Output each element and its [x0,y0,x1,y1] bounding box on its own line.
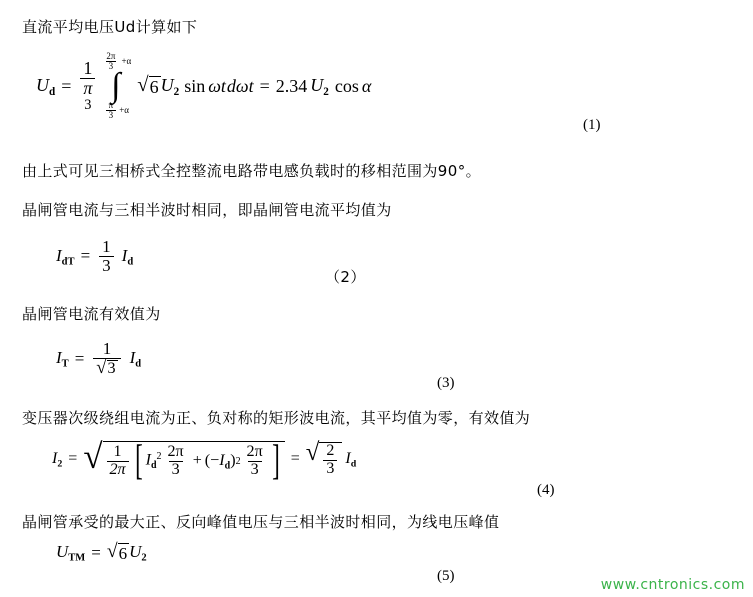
equation-1-sqrt: √ 6 [137,73,159,97]
equation-1-result-angle: α [361,75,372,96]
equation-number-1: (1) [583,117,601,133]
paragraph-intro-text: 直流平均电压Ud计算如下 [22,18,198,36]
equation-5 [56,542,147,564]
equation-3-fraction: 1 √ 3 [93,340,120,378]
sqrt-sign: √ [137,73,149,96]
equation-4-outer-fraction: $\frac{1}{2\pi}$ [107,444,129,479]
equation-2 [56,238,133,275]
equation-5-lhs: $U_{TM}$ [56,542,86,564]
integral-lower-limit: $\frac{\pi}{3}$ +α [103,101,129,121]
paragraph-transformer-secondary: 变压器次级绕组电流为正、负对称的矩形波电流，其平均值为零，有效值为 [22,409,531,427]
equation-number-5: (5) [437,568,455,584]
equation-4-lhs: $I_2$ [52,449,63,470]
integral-upper-limit: $\frac{2\pi}{3}$ +α [106,51,132,72]
equation-5-sqrt: √ 6 [106,541,128,563]
equation-4-result-equals: = [290,450,300,468]
equation-3-denominator-sqrt: √ 3 [93,358,120,378]
equation-1-coefficient: 1 π 3 [80,59,95,113]
equation-1 [36,52,371,121]
equation-1-result-equals: = [259,75,270,96]
equation-4-term1-fraction: $\frac{2\pi}{3}$ [167,443,184,478]
bracket-open: [ [134,437,143,484]
equation-1-result-coefficient: 2.34 [275,75,308,96]
equation-4 [52,437,357,484]
integral-glyph: ∫ [111,66,121,104]
equation-1-result-trig: cos [334,75,359,96]
integral-sign [100,52,131,121]
equation-4-term2-fraction: $\frac{2\pi}{3}$ [246,443,263,478]
sqrt-sign: √ [106,541,118,562]
equation-1-integral [98,52,133,121]
equation-4-term2-close: ) [230,452,236,470]
equation-1-equals: = [61,75,72,96]
equation-1-angle: ωt [208,75,226,96]
equation-4-term2-minus: − [210,452,220,470]
paragraph-rms-current: 晶闸管电流有效值为 [22,305,161,323]
equation-2-fraction: $\frac{1}{3}$ [99,238,114,275]
equation-4-term1: $I_d^2$ [145,451,162,472]
equation-3-equals: = [74,348,85,368]
equation-3 [56,340,141,378]
equation-1-result-var: $U_2$ [310,74,329,98]
equation-4-term2-sup: 2 [235,455,241,467]
site-watermark: www.cntronics.com [600,577,745,593]
equation-3-rhs: $I_d$ [129,348,142,370]
paragraph-intro [22,16,197,37]
equation-number-3: (3) [437,375,455,391]
equation-4-equals: = [68,450,78,468]
equation-number-4: (4) [537,482,555,498]
equation-4-sqrt [83,437,284,484]
equation-5-rhs: $U_2$ [129,542,147,564]
equation-number-2: （2） [325,268,366,286]
equation-1-lhs: $U_d$ [36,74,56,98]
equation-2-equals: = [80,246,91,266]
paragraph-phase-range: 由上式可见三相桥式全控整流电路带电感负载时的移相范围为90°。 [22,162,481,180]
sqrt-sign: √ [305,439,320,467]
equation-4-plus: + [192,452,202,470]
equation-1-factor: $U_2$ [160,74,180,98]
equation-4-term2-open: ( [204,452,211,470]
equation-1-trig: sin [184,75,206,96]
bracket-close: ] [271,437,280,484]
equation-4-result-var: $I_d$ [345,449,357,470]
equation-1-differential: dωt [226,75,254,96]
paragraph-peak-voltage: 晶闸管承受的最大正、反向峰值电压与三相半波时相同，为线电压峰值 [22,513,500,531]
sqrt-sign: √ [96,356,107,378]
equation-3-lhs: $I_T$ [56,348,69,370]
equation-4-term2: $I_d$ [219,451,231,472]
paragraph-thyristor-current: 晶闸管电流与三相半波时相同，即晶闸管电流平均值为 [22,201,392,219]
sqrt-sign: √ [83,437,103,476]
equation-5-equals: = [91,543,101,562]
equation-2-lhs: $I_{dT}$ [56,245,75,268]
equation-2-rhs: $I_d$ [121,245,134,268]
equation-4-result-sqrt: √ $\frac{2}{3}$ [306,441,343,478]
